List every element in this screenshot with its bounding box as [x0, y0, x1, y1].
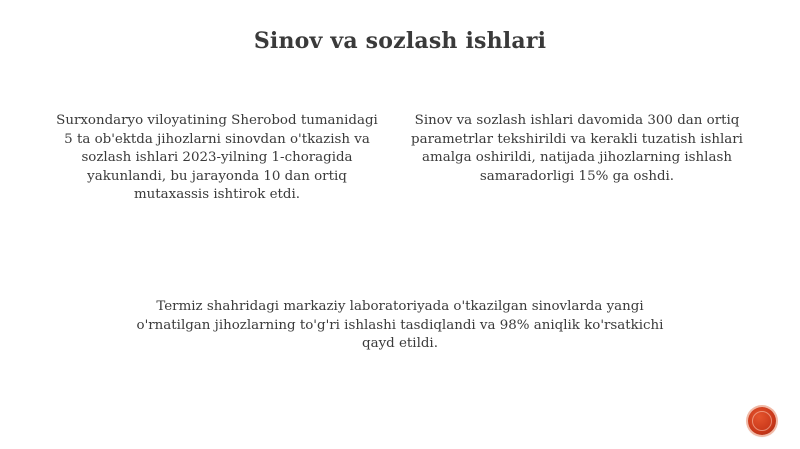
next-slide-button[interactable] — [748, 407, 776, 435]
slide-title: Sinov va sozlash ishlari — [253, 28, 547, 54]
paragraph-right: Sinov va sozlash ishlari davomida 300 dan ortiq parametrlar tekshirildi va kerakli tuzatish ishlari amalga oshirildi, natijada jihozlarning ishlash samaradorligi 15% ga oshdi. — [411, 113, 743, 184]
paragraph-bottom: Termiz shahridagi markaziy laboratoriyada o'tkazilgan sinovlarda yangi o'rnatilgan jihozlarning to'g'ri ishlashi tasdiqlandi va 98% aniqlik ko'rsatkichi qayd etildi. — [136, 299, 664, 352]
paragraph-left: Surxondaryo viloyatining Sherobod tumanidagi 5 ta ob'ektda jihozlarni sinovdan o'tkazish va sozlash ishlari 2023-yilning 1-choragida yakunlandi, bu jarayonda 10 dan ortiq mutaxassis ishtirok etdi. — [56, 113, 378, 203]
circle-next-icon — [752, 411, 772, 431]
